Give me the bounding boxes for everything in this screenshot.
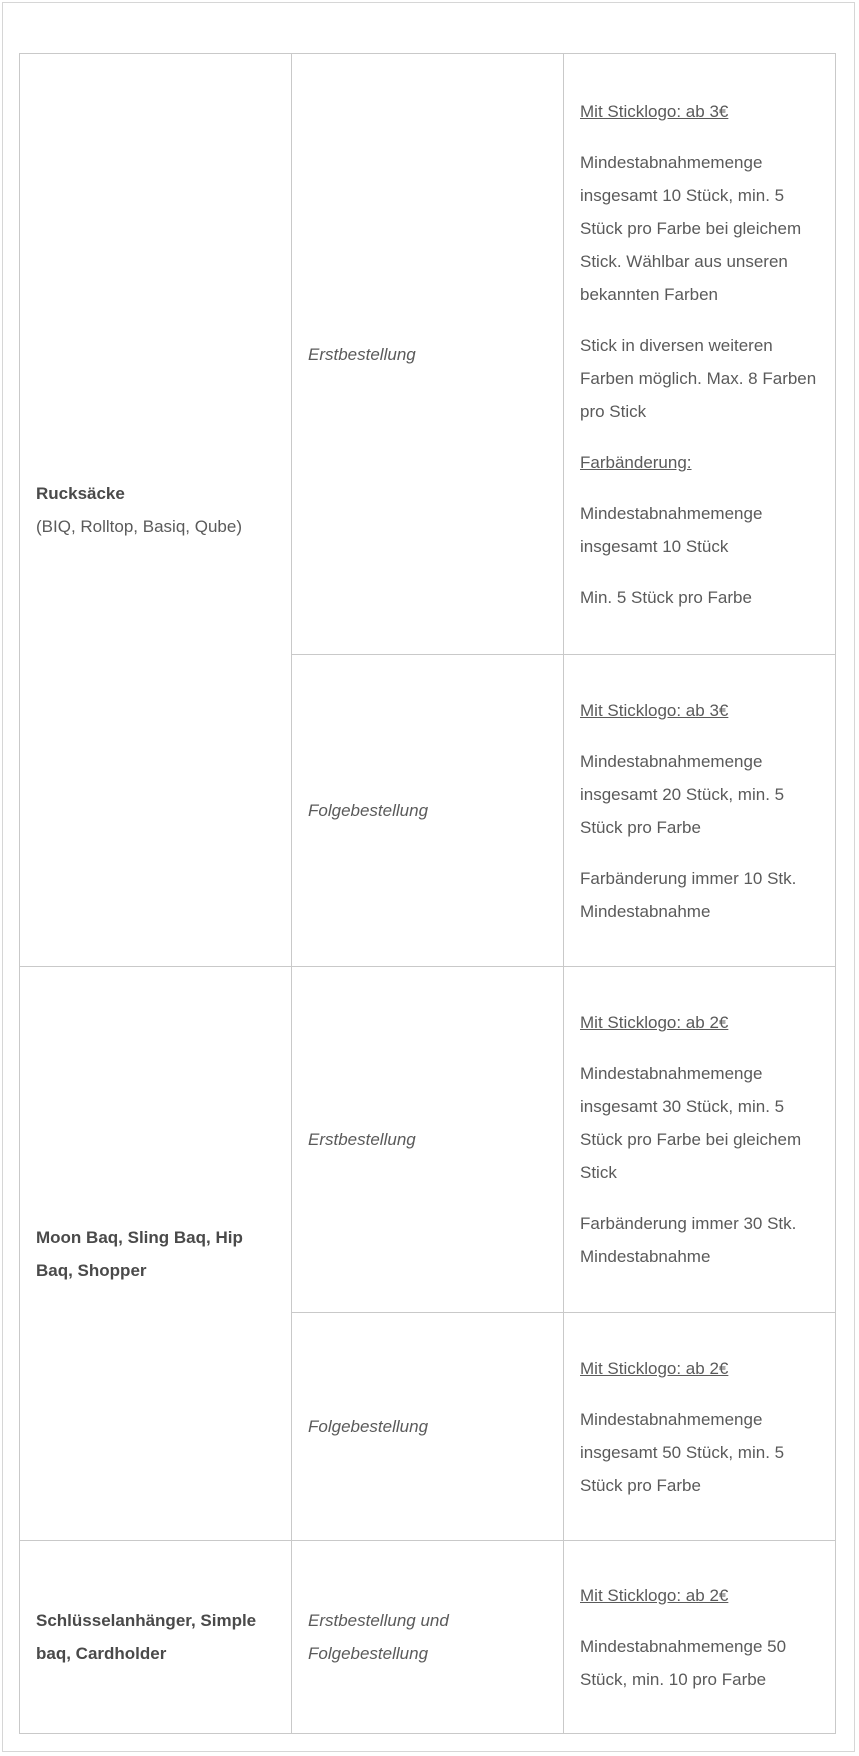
table-row bbox=[20, 1541, 836, 1734]
detail-paragraph: Mindestabnahmemenge insgesamt 10 Stück, min. 5 Stück pro Farbe bei gleichem Stick. Wählbar aus unseren bekannten Farben bbox=[580, 152, 802, 304]
order-type-label: Folgebestellung bbox=[308, 801, 429, 820]
price-heading: Mit Sticklogo: ab 2€ bbox=[580, 1358, 729, 1378]
order-type-cell bbox=[292, 1313, 564, 1541]
price-heading: Mit Sticklogo: ab 3€ bbox=[580, 101, 729, 121]
order-type-cell bbox=[292, 967, 564, 1313]
detail-paragraph: Mindestabnahmemenge 50 Stück, min. 10 pro Farbe bbox=[580, 1636, 787, 1689]
detail-cell bbox=[564, 655, 836, 967]
detail-paragraph: Mindestabnahmemenge insgesamt 30 Stück, min. 5 Stück pro Farbe bei gleichem Stick bbox=[580, 1064, 802, 1182]
detail-paragraph: Stick in diversen weiteren Farben möglich. Max. 8 Farben pro Stick bbox=[580, 335, 817, 421]
detail-cell bbox=[564, 54, 836, 655]
color-change-heading: Farbänderung: bbox=[580, 452, 692, 472]
detail-cell bbox=[564, 1541, 836, 1734]
detail-paragraph: Min. 5 Stück pro Farbe bbox=[580, 587, 752, 607]
price-heading: Mit Sticklogo: ab 2€ bbox=[580, 1585, 729, 1605]
product-title: Rucksäcke bbox=[36, 484, 125, 503]
detail-cell bbox=[564, 1313, 836, 1541]
order-type-cell bbox=[292, 655, 564, 967]
price-heading: Mit Sticklogo: ab 3€ bbox=[580, 700, 729, 720]
order-type-label: Erstbestellung bbox=[308, 1130, 416, 1149]
table-row bbox=[20, 54, 836, 655]
pricing-table bbox=[19, 53, 836, 1734]
detail-cell bbox=[564, 967, 836, 1313]
product-title: Schlüsselanhänger, Simple baq, Cardholder bbox=[36, 1611, 257, 1663]
detail-paragraph: Farbänderung immer 10 Stk. Mindestabnahme bbox=[580, 868, 797, 921]
order-type-label: Erstbestellung bbox=[308, 344, 416, 364]
product-subtitle: (BIQ, Rolltop, Basiq, Qube) bbox=[36, 517, 242, 536]
detail-paragraph: Mindestabnahmemenge insgesamt 20 Stück, min. 5 Stück pro Farbe bbox=[580, 751, 785, 837]
detail-paragraph: Farbänderung immer 30 Stk. Mindestabnahme bbox=[580, 1214, 797, 1266]
product-title: Moon Baq, Sling Baq, Hip Baq, Shopper bbox=[36, 1227, 243, 1280]
order-type-cell bbox=[292, 54, 564, 655]
order-type-label: Erstbestellung und Folgebestellung bbox=[308, 1611, 449, 1663]
product-cell bbox=[20, 967, 292, 1541]
price-heading: Mit Sticklogo: ab 2€ bbox=[580, 1013, 729, 1032]
order-type-cell bbox=[292, 1541, 564, 1734]
order-type-label: Folgebestellung bbox=[308, 1417, 429, 1436]
detail-paragraph: Mindestabnahmemenge insgesamt 10 Stück bbox=[580, 503, 763, 556]
table-row bbox=[20, 967, 836, 1313]
product-cell bbox=[20, 1541, 292, 1734]
product-cell bbox=[20, 54, 292, 967]
detail-paragraph: Mindestabnahmemenge insgesamt 50 Stück, min. 5 Stück pro Farbe bbox=[580, 1409, 785, 1495]
